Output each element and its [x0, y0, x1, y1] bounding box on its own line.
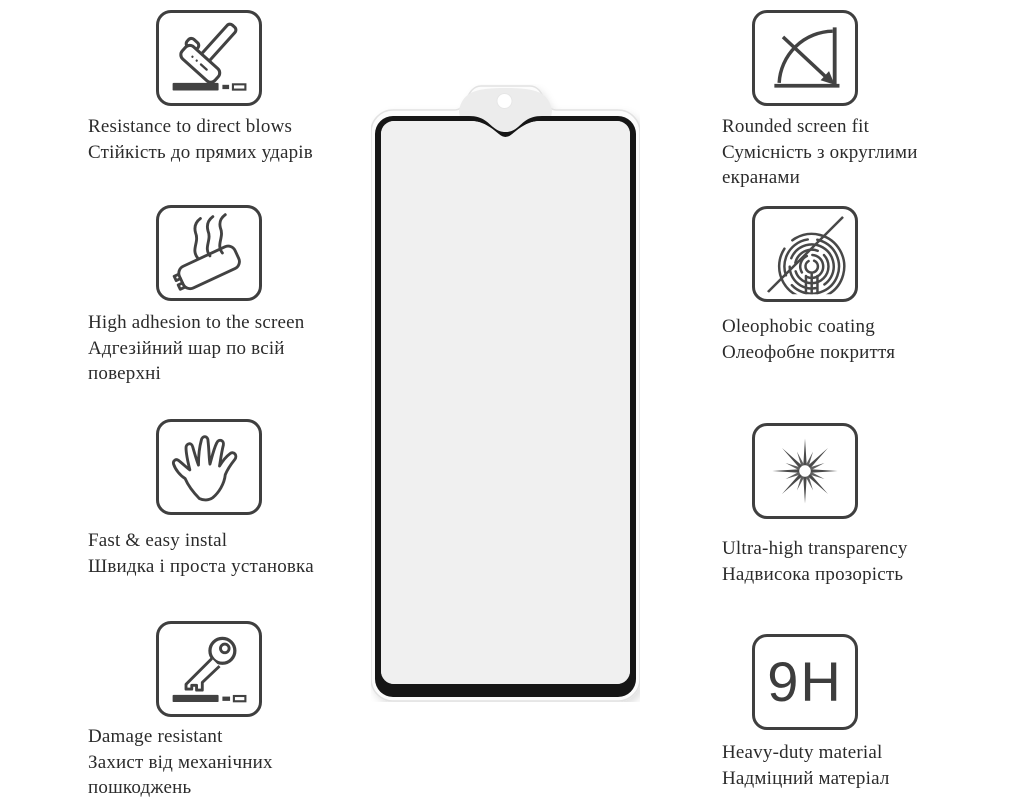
hanging-hole: [497, 94, 512, 109]
hammer-icon: [156, 10, 262, 106]
feature-resistance-caption: [88, 114, 313, 165]
feature-damage-caption: [88, 724, 273, 800]
feature-line: Адгезійний шар по всій: [88, 337, 285, 359]
adhesive-phone-icon-graphic: [159, 208, 259, 298]
feature-line: Damage resistant: [88, 726, 223, 747]
hand-icon: [156, 419, 262, 515]
feature-line: екранами: [722, 167, 800, 188]
rounded-corner-arrow-icon: [752, 10, 858, 106]
rounded-corner-arrow-graphic: [755, 13, 855, 103]
feature-line: Fast & easy instal: [88, 530, 228, 551]
feature-line: Стійкість до прямих ударів: [88, 141, 313, 163]
key-icon-graphic: [159, 624, 259, 714]
feature-material-caption: [722, 740, 890, 791]
feature-rounded-caption: [722, 114, 918, 191]
feature-install-caption: [88, 528, 314, 579]
screen-protector-image: [371, 84, 640, 702]
hammer-icon-graphic: [159, 13, 259, 103]
nine-h-badge: 9H: [767, 650, 843, 713]
feature-transparency-caption: [722, 536, 908, 587]
starburst-icon-graphic: [755, 426, 855, 516]
feature-line: Надміцний матеріал: [722, 767, 890, 789]
feature-line: Oleophobic coating: [722, 316, 875, 337]
feature-line: Захист від механічних: [88, 751, 273, 773]
adhesive-phone-icon: [156, 205, 262, 301]
starburst-icon: [752, 423, 858, 519]
feature-adhesion-caption: [88, 310, 304, 387]
feature-line: Надвисока прозорість: [722, 563, 904, 585]
feature-line: Сумісність з округлими: [722, 141, 918, 163]
feature-line: High adhesion to the screen: [88, 312, 305, 333]
feature-line: Олеофобне покриття: [722, 341, 896, 363]
fingerprint-icon-graphic: [755, 209, 855, 299]
feature-line: поверхні: [88, 363, 162, 384]
feature-line: Ultra-high transparency: [722, 538, 908, 559]
feature-line: Heavy-duty material: [722, 742, 883, 763]
feature-line: Швидка і проста установка: [88, 555, 314, 577]
feature-line: Resistance to direct blows: [88, 116, 293, 137]
fingerprint-icon: [752, 206, 858, 302]
screen-area: [381, 121, 630, 684]
key-icon: [156, 621, 262, 717]
nine-h-icon: [752, 634, 858, 730]
feature-oleophobic-caption: [722, 314, 895, 365]
feature-line: пошкоджень: [88, 777, 192, 798]
feature-line: Rounded screen fit: [722, 116, 870, 137]
hand-icon-graphic: [159, 422, 259, 512]
